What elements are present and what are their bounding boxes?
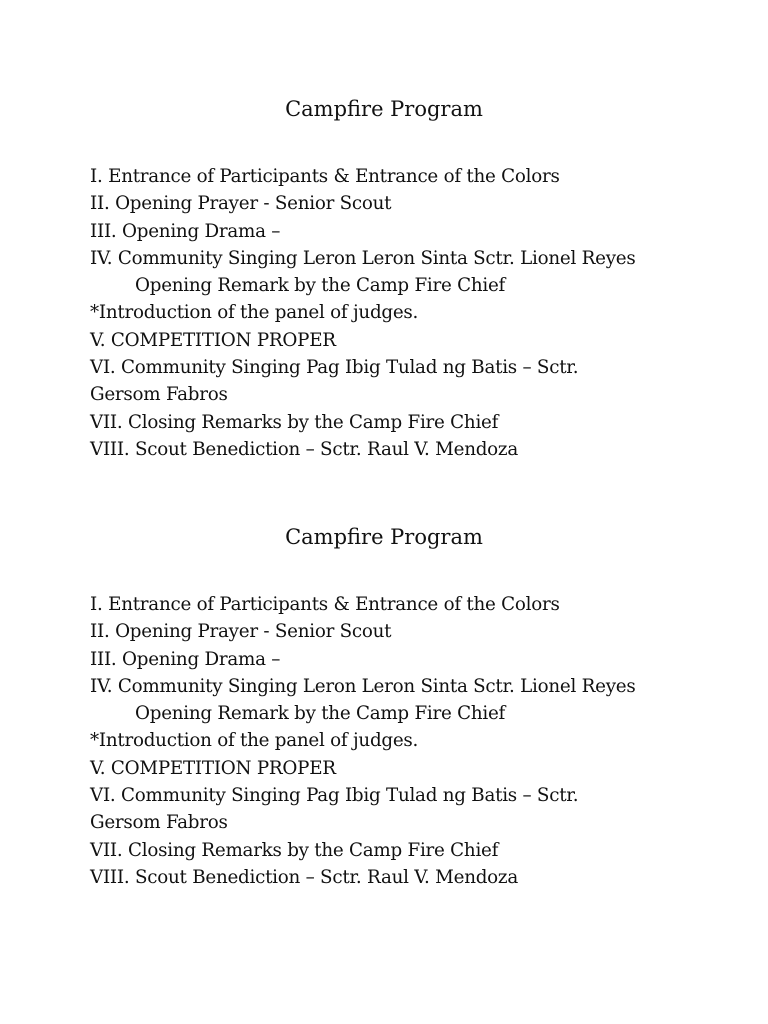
program-line: V. COMPETITION PROPER [90,757,336,779]
program-line: VIII. Scout Benediction – Sctr. Raul V. Mendoza [90,438,518,460]
program-title: Campfire Program [285,525,483,549]
program-line: Gersom Fabros [90,384,228,406]
program-line: I. Entrance of Participants & Entrance of the Colors [90,594,560,615]
program-line: VIII. Scout Benediction – Sctr. Raul V. Mendoza [90,866,518,888]
program-line: IV. Community Singing Leron Leron Sinta Sctr. Lionel Reyes [90,247,636,269]
program-line: Opening Remark by the Camp Fire Chief [135,703,506,725]
program-title: Campfire Program [285,97,483,121]
program-list [90,591,710,891]
program-line: VII. Closing Remarks by the Camp Fire Chief [90,839,499,861]
program-section-1 [90,95,710,463]
program-line: *Introduction of the panel of judges. [90,730,419,752]
program-line: *Introduction of the panel of judges. [90,302,419,324]
program-line: III. Opening Drama – [90,648,281,670]
program-line: VII. Closing Remarks by the Camp Fire Chief [90,411,499,433]
program-line: Gersom Fabros [90,812,228,834]
program-line: I. Entrance of Participants & Entrance of the Colors [90,166,560,187]
program-line: II. Opening Prayer - Senior Scout [90,193,392,215]
program-line: VI. Community Singing Pag Ibig Tulad ng Batis – Sctr. [90,357,579,379]
program-line: Opening Remark by the Camp Fire Chief [135,275,506,297]
program-line: III. Opening Drama – [90,220,281,242]
program-line: V. COMPETITION PROPER [90,329,336,351]
program-line: VI. Community Singing Pag Ibig Tulad ng Batis – Sctr. [90,785,579,807]
program-section-2 [90,523,710,891]
program-line: II. Opening Prayer - Senior Scout [90,621,392,643]
program-list [90,163,710,463]
program-line: IV. Community Singing Leron Leron Sinta Sctr. Lionel Reyes [90,675,636,697]
